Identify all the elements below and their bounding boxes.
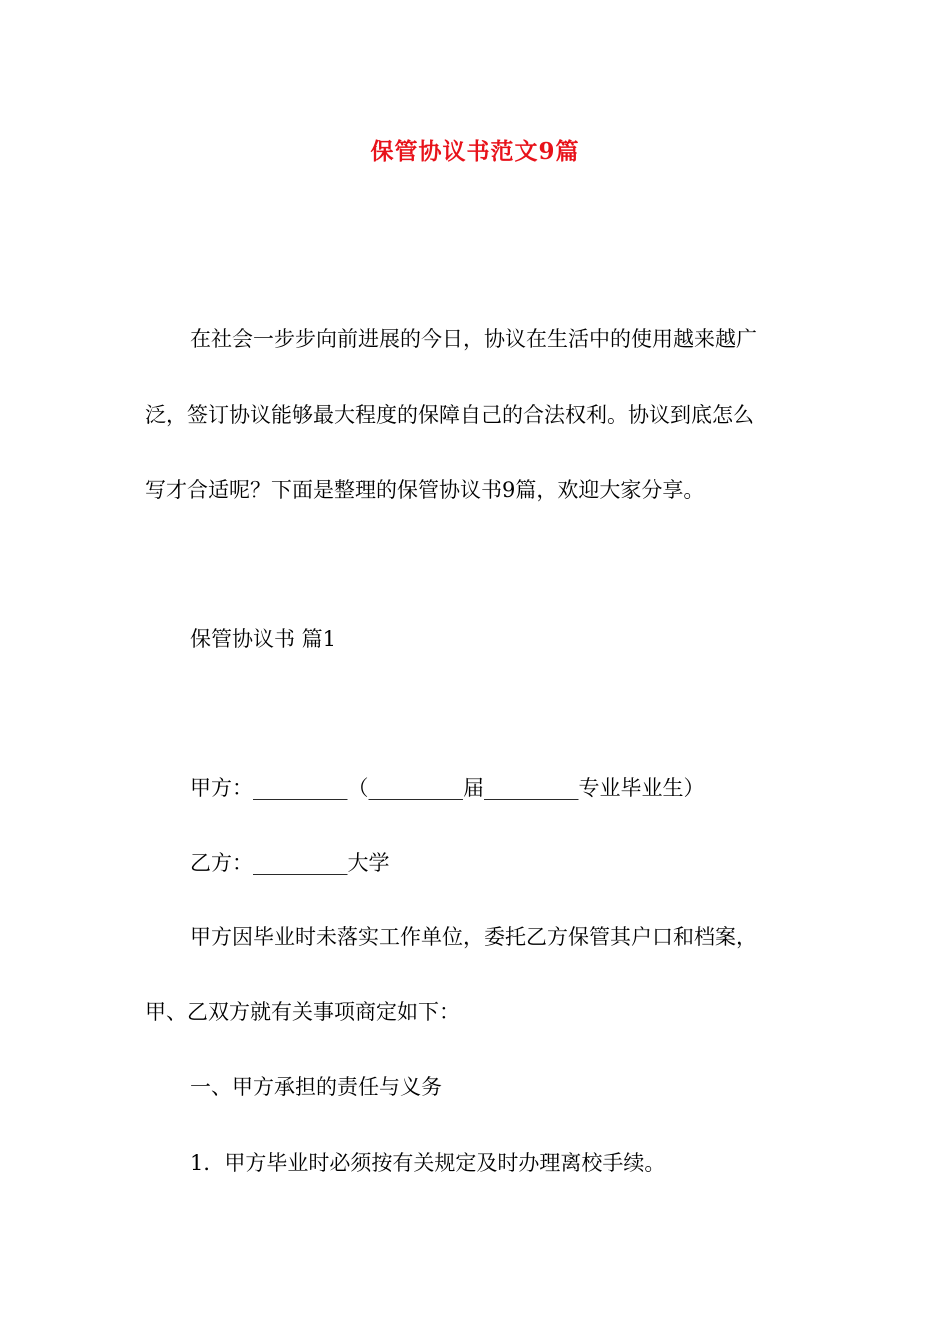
clause-1: 1．甲方毕业时必须按有关规定及时办理离校手续。 — [190, 1151, 666, 1175]
intro-line-3: 写才合适呢？下面是整理的保管协议书9篇，欢迎大家分享。 — [145, 478, 705, 502]
document-title: 保管协议书范文9篇 — [370, 138, 580, 165]
party-b-line: 乙方：_________大学 — [190, 851, 390, 875]
intro-line-2: 泛，签订协议能够最大程度的保障自己的合法权利。协议到底怎么 — [145, 403, 754, 427]
preamble-line-1: 甲方因毕业时未落实工作单位，委托乙方保管其户口和档案， — [190, 925, 757, 949]
clause-heading: 一、甲方承担的责任与义务 — [190, 1075, 442, 1099]
party-a-line: 甲方：_________（_________届_________专业毕业生） — [190, 776, 705, 800]
preamble-line-2: 甲、乙双方就有关事项商定如下： — [145, 1000, 460, 1024]
intro-line-1: 在社会一步步向前进展的今日，协议在生活中的使用越来越广 — [190, 327, 757, 351]
section-heading: 保管协议书 篇1 — [190, 627, 337, 651]
